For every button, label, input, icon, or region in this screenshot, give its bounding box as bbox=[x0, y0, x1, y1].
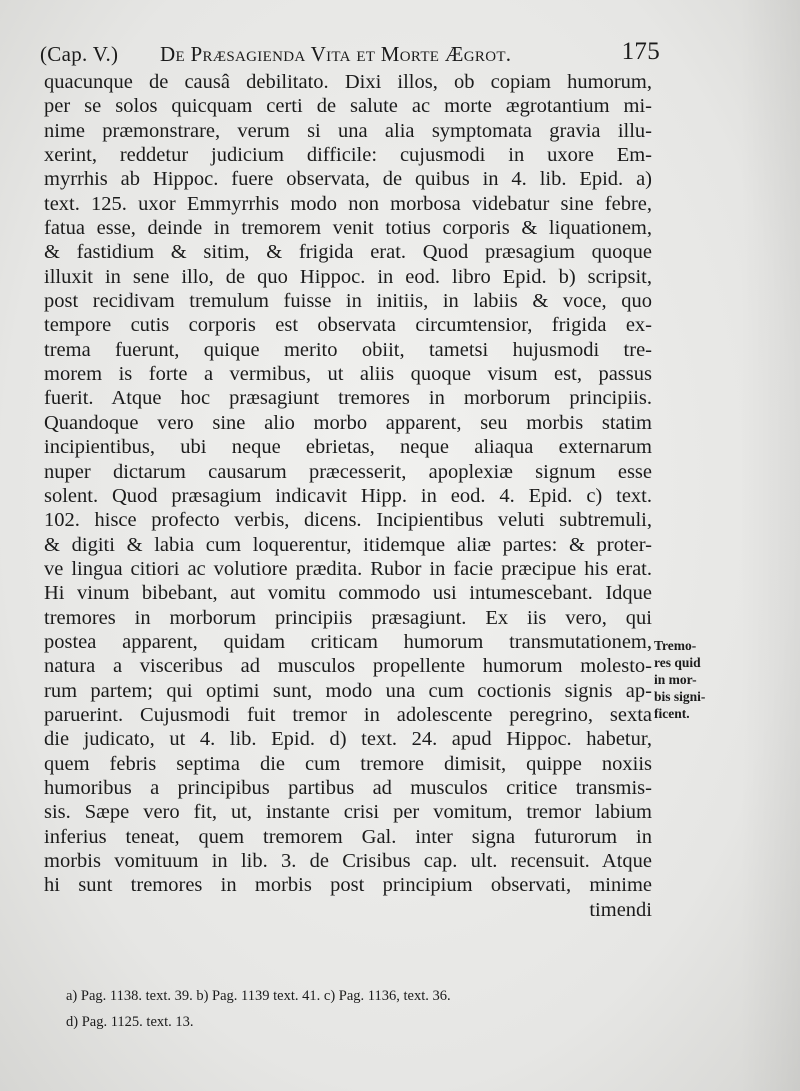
text-line: inferius teneat, quem tremorem Gal. inter signa futurorum in bbox=[44, 825, 652, 848]
text-line: tempore cutis corporis est observata circumtensior, frigida ex- bbox=[44, 314, 652, 337]
page-number: 175 bbox=[621, 38, 660, 65]
text-line: rum partem; qui optimi sunt, modo una cum coctionis signis ap- bbox=[44, 679, 652, 702]
text-line: 102. hisce profecto verbis, dicens. Incipientibus veluti subtremuli, bbox=[44, 509, 652, 532]
margin-note-line: ficent. bbox=[654, 706, 690, 721]
text-line: trema fuerunt, quique merito obiit, tametsi hujusmodi tre- bbox=[44, 338, 652, 361]
footnote: a) Pag. 1138. text. 39. b) Pag. 1139 text. 41. c) Pag. 1136, text. 36. bbox=[66, 988, 451, 1004]
running-header bbox=[40, 38, 660, 72]
text-line: tremores in morborum principiis præsagiunt. Ex iis vero, qui bbox=[44, 606, 652, 629]
text-line: nime præmonstrare, verum si una alia symptomata gravia illu- bbox=[44, 119, 652, 142]
text-line: & fastidium & sitim, & frigida erat. Quod præsagium quoque bbox=[44, 241, 652, 264]
text-line: paruerint. Cujusmodi fuit tremor in adolescente peregrino, sexta bbox=[44, 703, 652, 726]
text-line: text. 125. uxor Emmyrrhis modo non morbosa videbatur sine febre, bbox=[44, 192, 652, 215]
text-line: illuxit in sene illo, de quo Hippoc. in eod. libro Epid. b) scripsit, bbox=[44, 265, 652, 288]
text-line: fuerit. Atque hoc præsagiunt tremores in morborum principiis. bbox=[44, 387, 652, 410]
text-line: xerint, reddetur judicium difficile: cujusmodi in uxore Em- bbox=[44, 144, 652, 167]
margin-note-line: Tremo- bbox=[654, 638, 697, 653]
text-line: post recidivam tremulum fuisse in initiis, in labiis & voce, quo bbox=[44, 290, 652, 313]
text-line: solent. Quod præsagium indicavit Hipp. in eod. 4. Epid. c) text. bbox=[44, 484, 652, 507]
footnote: d) Pag. 1125. text. 13. bbox=[66, 1014, 194, 1030]
text-line: Quandoque vero sine alio morbo apparent, seu morbis statim bbox=[44, 411, 652, 434]
text-line: ve lingua citiori ac volutiore prædita. Rubor in facie præcipue his erat. bbox=[44, 557, 652, 580]
text-line: per se solos quicquam certi de salute ac morte ægrotantium mi- bbox=[44, 95, 652, 118]
margin-note-line: bis signi- bbox=[654, 689, 706, 704]
text-line: humoribus a principibus partibus ad musculos critice transmis- bbox=[44, 776, 652, 799]
footnotes bbox=[66, 983, 666, 1035]
text-line: sis. Sæpe vero fit, ut, instante crisi per vomitum, tremor labium bbox=[44, 801, 652, 824]
text-line: hi sunt tremores in morbis post principium observati, minime bbox=[44, 874, 652, 897]
text-line: nuper dictarum causarum præcesserit, apoplexiæ signum esse bbox=[44, 460, 652, 483]
margin-note-line: res quid bbox=[654, 655, 701, 670]
text-line: die judicato, ut 4. lib. Epid. d) text. 24. apud Hippoc. habetur, bbox=[44, 728, 652, 751]
text-line: quacunque de causâ debilitato. Dixi illos, ob copiam humorum, bbox=[44, 71, 652, 93]
body-text bbox=[44, 70, 652, 922]
page-edge-shadow bbox=[740, 0, 800, 1091]
text-line: fatua esse, deinde in tremorem venit totius corporis & liquationem, bbox=[44, 217, 652, 240]
text-line: morem is forte a vermibus, ut aliis quoque visum est, passus bbox=[44, 363, 652, 386]
text-line: Hi vinum bibebant, aut vomitu commodo usi intumescebant. Idque bbox=[44, 582, 652, 605]
text-line: incipientibus, ubi neque ebrietas, neque aliaqua externarum bbox=[44, 436, 652, 459]
text-line: & digiti & labia cum loquerentur, itidemque aliæ partes: & proter- bbox=[44, 533, 652, 556]
running-title: De Præsagienda Vita et Morte Ægrot. bbox=[160, 42, 512, 66]
text-line: quem febris septima die cum tremore dimisit, quippe noxiis bbox=[44, 752, 652, 775]
text-line: natura a visceribus ad musculos propellente humorum molesto- bbox=[44, 655, 652, 678]
margin-note bbox=[654, 637, 734, 722]
margin-note-line: in mor- bbox=[654, 672, 697, 687]
text-line: morbis vomituum in lib. 3. de Crisibus cap. ult. recensuit. Atque bbox=[44, 850, 652, 872]
chapter-label: (Cap. V.) bbox=[40, 42, 119, 66]
text-line: timendi bbox=[589, 898, 652, 921]
text-line: myrrhis ab Hippoc. fuere observata, de quibus in 4. lib. Epid. a) bbox=[44, 168, 652, 191]
text-line: postea apparent, quidam criticam humorum transmutationem, bbox=[44, 630, 652, 653]
